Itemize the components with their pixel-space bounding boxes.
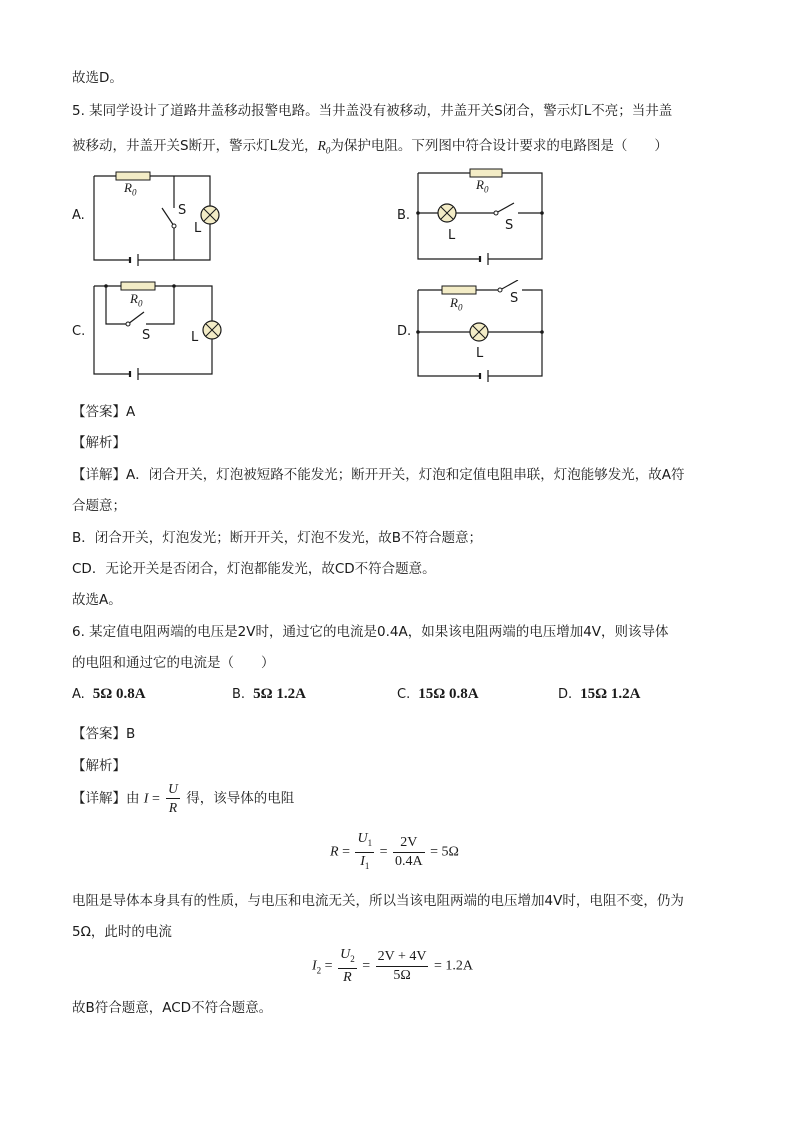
detail-5-line-3: B．闭合开关，灯泡发光；断开开关，灯泡不发光，故B不符合题意； [72, 530, 483, 546]
formula-current: $I_2$ = $\frac{U_2}{R}$ = $\frac{2V + 4V}{5\Omega}$ = 1.2A [312, 947, 474, 985]
circuit-a-diagram [90, 168, 225, 268]
answer-5: 【答案】A [72, 404, 136, 420]
detail-6-line-3: 5Ω，此时的电流 [72, 924, 172, 940]
detail-6-line-4: 故B符合题意，ACD不符合题意。 [72, 1000, 273, 1016]
circuit-a-option-label: A. [72, 208, 85, 223]
circuit-c-switch-label: S [142, 328, 151, 343]
q6-option-b: B. 5Ω 1.2A [232, 686, 306, 702]
circuit-c-resistor-label: $R_0$ [130, 291, 143, 309]
question-5-text-post: 为保护电阻。下列图中符合设计要求的电路图是（ ） [330, 138, 668, 154]
question-5-text-pre: 被移动，井盖开关S断开，警示灯L发光， [72, 138, 318, 154]
detail-6-line-1: 【详解】由 I = $\frac{U}{R}$ 得，该导体的电阻 [72, 781, 295, 815]
detail-5-line-1: 【详解】A．闭合开关，灯泡被短路不能发光；断开开关，灯泡和定值电阻串联，灯泡能够发光，故A符 [72, 467, 685, 483]
detail-5-line-4: CD．无论开关是否闭合，灯泡都能发光，故CD不符合题意。 [72, 561, 436, 577]
circuit-a-switch-label: S [178, 203, 187, 218]
circuit-d-switch-label: S [510, 291, 519, 306]
circuit-c-diagram [90, 280, 226, 380]
analysis-5-heading: 【解析】 [72, 435, 126, 451]
q6-option-d: D. 15Ω 1.2A [558, 686, 641, 702]
question-5-line-1: 5. 某同学设计了道路井盖移动报警电路。当井盖没有被移动，井盖开关S闭合，警示灯L不亮；当井盖 [72, 103, 673, 119]
q6-option-c: C. 15Ω 0.8A [397, 686, 479, 702]
prev-answer-line: 故选D。 [72, 70, 123, 86]
circuit-b-switch-label: S [505, 218, 514, 233]
detail-5-line-5: 故选A。 [72, 592, 122, 608]
question-5-line-2 [72, 134, 668, 156]
circuit-c-lamp-label: L [191, 330, 199, 345]
analysis-6-heading: 【解析】 [72, 758, 126, 774]
circuit-d-lamp-label: L [476, 346, 484, 361]
q6-option-a: A. 5Ω 0.8A [72, 686, 146, 702]
circuit-b-resistor-label: $R_0$ [476, 177, 489, 195]
detail-6-line-2: 电阻是导体本身具有的性质，与电压和电流无关，所以当该电阻两端的电压增加4V时，电阻不变，仍为 [72, 893, 684, 909]
circuit-b-option-label: B. [397, 208, 411, 223]
answer-6: 【答案】B [72, 726, 136, 742]
circuit-c-option-label: C. [72, 324, 86, 339]
r0-symbol: $R_0$ [317, 138, 331, 156]
circuit-b-lamp-label: L [448, 228, 456, 243]
formula-resistance: R = $\frac{U_1}{I_1}$ = $\frac{2V}{0.4A}$ = 5Ω [330, 831, 459, 871]
question-6-options [72, 686, 712, 706]
circuit-a-resistor-label: $R_0$ [124, 180, 137, 198]
detail-5-line-2: 合题意； [72, 498, 126, 514]
circuit-d-option-label: D. [397, 324, 412, 339]
circuit-d-resistor-label: $R_0$ [450, 295, 463, 313]
circuit-a-lamp-label: L [194, 221, 202, 236]
question-6-line-1: 6. 某定值电阻两端的电压是2V时，通过它的电流是0.4A，如果该电阻两端的电压增加4V，则该导体 [72, 624, 669, 640]
question-6-line-2: 的电阻和通过它的电流是（ ） [72, 655, 275, 671]
circuit-d-diagram [414, 280, 548, 382]
